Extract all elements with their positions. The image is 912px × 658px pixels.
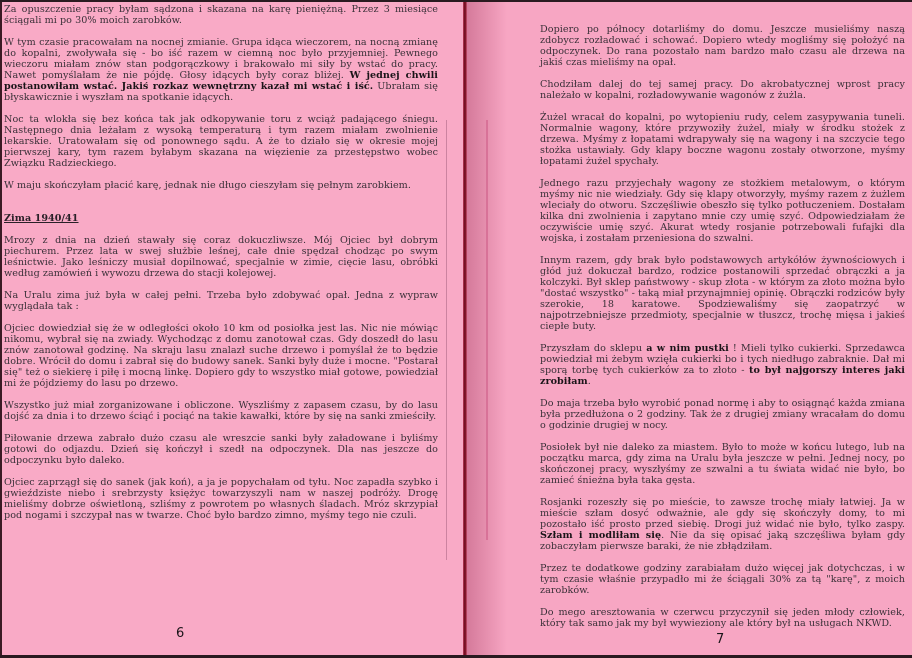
paragraph: Wszystko już miał zorganizowane i obliczone. Wyszliśmy z zapasem czasu, by do lasu dojść za dnia i to drzewo ściąć i pociąć na takie kawałki, które by się na sanki zmieściły.: [4, 400, 438, 422]
paragraph: Ojciec zaprzągł się do sanek (jak koń), a ja je popychałam od tyłu. Noc zapadła szybko i gwieździste niebo i srebrzysty księżyc towarzyszyli nam w naszej podróży. Drogę mieliśmy dobrze oświetloną, szliśmy z powrotem po własnych śladach. Mróz skrzypiał pod nogami i szczypał nas w twarze. Choć było bardzo zimno, myśmy tego nie czuli.: [4, 477, 438, 521]
paragraph: Posiołek był nie daleko za miastem. Było to może w końcu lutego, lub na początku marca, gdy zima na Uralu była jeszcze w pełni. Jednej nocy, po skończonej pracy, wyszłyśmy ze szwalni a tu świata widać nie było, bo zamieć śnieżna była taka gęsta.: [540, 442, 905, 486]
page-number-left: 6: [176, 626, 185, 641]
paragraph: [4, 37, 438, 103]
paragraph: Innym razem, gdy brak było podstawowych artykółów żywnościowych i głód już dokuczał bardzo, rodzice postanowili sprzedać obrączki a ja kolczyki. Był sklep państwowy - skup złota - w którym za złoto można było "dostać wszystko" - taką miał przynajmniej opinię. Obrączki rodziców były szerokie, 18 karatowe. Spodziewaliśmy się zaopatrzyć w najpotrzebniejsze przedmioty, specjalnie w tłuszcz, trochę mięsa i jakieś ciepłe buty.: [540, 255, 905, 332]
bold-text: Szłam i modliłam się: [540, 530, 662, 541]
paragraph: Ojciec dowiedział się że w odległości około 10 km od posiołka jest las. Nic nie mówiąc nikomu, wybrał się na zwiady. Wychodząc z domu zanotował czas. Gdy doszedł do lasu znów zanotował godzinę. Na skraju lasu znalazł suche drzewo i pomyślał że to będzie dobre. Wrócił do domu i zabrał się do budowy sanek. Sanki były duże i mocne. "Postarał się" też o siekierę i piłę i mocną linkę. Dopiero gdy to wszystko miał gotowe, powiedział mi że pójdziemy do lasu po drzewo.: [4, 323, 438, 389]
text-span: ! Mieli tylko cukierki. Sprzedawca powiedział mi żebym wzięła cukierki bo i tych niedługo zabraknie. Dał mi sporą torbę tych cukierków za to złoto -: [540, 343, 905, 376]
paragraph: Żużel wracał do kopalni, po wytopieniu rudy, celem zasypywania tuneli. Normalnie wagony, które przywoziły żużel, miały w środku stożek z drzewa. Myśmy z łopatami wdrapywały się na wagony i na szczycie tego stożka ustawiały. Gdy klapy boczne wagonu zostały otworzone, myśmy łopatami żużel spychały.: [540, 112, 905, 167]
bold-text: W jednej chwili postanowiłam wstać. Jakiś rozkaz wewnętrzny kazał mi wstać i iść.: [4, 70, 438, 92]
section-heading: Zima 1940/41: [4, 213, 79, 224]
page-edge-mark: [486, 120, 488, 540]
left-page-text: [4, 4, 438, 532]
paragraph: [540, 497, 905, 552]
paragraph: Mrozy z dnia na dzień stawały się coraz dokuczliwsze. Mój Ojciec był dobrym piechurem. Przez lata w swej służbie leśnej, całe dnie spędzał chodząc po swym leśnictwie. Jako leśniczy musiał dopilnować, specjalnie w zimie, cięcie lasu, obróbki według zamówień i wywozu drzewa do stacji kolejowej.: [4, 235, 438, 279]
paragraph: Piłowanie drzewa zabrało dużo czasu ale wreszcie sanki były załadowane i byliśmy gotowi do odjazdu. Dzień się kończył i szedł na odpoczynek. Dla nas jeszcze do odpoczynku było daleko.: [4, 433, 438, 466]
paragraph: W maju skończyłam płacić karę, jednak nie długo cieszyłam się pełnym zarobkiem.: [4, 180, 411, 191]
paragraph: Jednego razu przyjechały wagony ze stożkiem metalowym, o którym myśmy nic nie wiedziały. Gdy się klapy otworzyły, myśmy razem z żużlem wleciały do otworu. Szczęśliwie obeszło się tylko potłuczeniem. Dostałam kilka dni zwolnienia i zapytano mnie czy umię szyć. Odpowiedziałam że oczywiście umię szyć. Akurat wtedy rosjanie potrzebowali fufajki dla wojska, i zostałam przeniesiona do szwalni.: [540, 178, 905, 244]
text-span: . Nie da się opisać jaką szczęśliwa byłam gdy zobaczyłam pierwsze baraki, że nie zbłądziłam.: [540, 530, 905, 552]
paragraph: Za opuszczenie pracy byłam sądzona i skazana na karę pieniężną. Przez 3 miesiące ściągali mi po 30% moich zarobków.: [4, 4, 438, 26]
bold-text: to był najgorszy interes jaki zrobiłam: [540, 365, 905, 387]
page-number-right: 7: [716, 632, 725, 647]
paragraph: Do mego aresztowania w czerwcu przyczynił się jeden młody człowiek, który tak samo jak my był wywieziony ale który był na usługach NKWD.: [540, 607, 905, 629]
right-page-text: [540, 24, 905, 640]
text-span: Przyszłam do sklepu: [540, 343, 647, 354]
paragraph: Dopiero po północy dotarliśmy do domu. Jeszcze musieliśmy naszą zdobycz rozładować i schować. Dopiero wtedy mogliśmy się położyć na odpoczynek. Do rana pozostało nam bardzo mało czasu ale drzewa na jakiś czas mieliśmy na opał.: [540, 24, 905, 68]
spacer: [4, 202, 438, 213]
text-span: W tym czasie pracowałam na nocnej zmianie. Grupa idąca wieczorem, na nocną zmianę do kopalni, zwoływała się - bo iść razem w ciemną noc było przyjemniej. Pewnego wieczoru miałam znów stan podgorączkowy i brakowało mi siły by wstać do pracy. Nawet pomyślałam że nie pójdę. Głosy idących były coraz bliżej.: [4, 37, 438, 81]
page-edge-line: [446, 120, 447, 560]
paragraph: Na Uralu zima już była w całej pełni. Trzeba było zdobywać opał. Jedna z wypraw wyglądała tak :: [4, 290, 438, 312]
text-span: Rosjanki rozeszły się po mieście, to zawsze trochę miały łatwiej. Ja w mieście szłam dosyć odważnie, ale gdy się skończyły domy, to mi pozostało iść prosto przed siebię. Drogi już widać nie było, tylko zaspy.: [540, 497, 905, 530]
paragraph: Noc ta wlokła się bez końca tak jak odkopywanie toru z wciąż padającego śniegu. Następnego dnia leżałam z wysoką temperaturą i tym razem miałam zwolnienie lekarskie. Uratowałam się od ponownego sądu. A że to działo się w okresie mojej pierwszej kary, tym razem byłabym skazana na więzienie za przestępstwo wobec Związku Radzieckiego.: [4, 114, 438, 169]
paragraph: Przez te dodatkowe godziny zarabiałam dużo więcej jak dotychczas, i w tym czasie właśnie przypadło mi że ściągali 30% za tą "karę", z moich zarobków.: [540, 563, 905, 596]
bold-text: a w nim pustki: [646, 343, 729, 354]
paragraph: Chodziłam dalej do tej samej pracy. Do akrobatycznej wprost pracy należało w kopalni, rozładowywanie wagonów z żużla.: [540, 79, 905, 101]
paragraph: [540, 343, 905, 387]
text-span: Ubrałam się błyskawicznie i wyszłam na spotkanie idących.: [4, 81, 438, 103]
paragraph: Do maja trzeba było wyrobić ponad normę i aby to osiągnąć każda zmiana była przedłużona o 2 godziny. Tak że z drugiej zmiany wracałam do domu o godzinie drugiej w nocy.: [540, 398, 905, 431]
text-span: .: [587, 376, 591, 387]
